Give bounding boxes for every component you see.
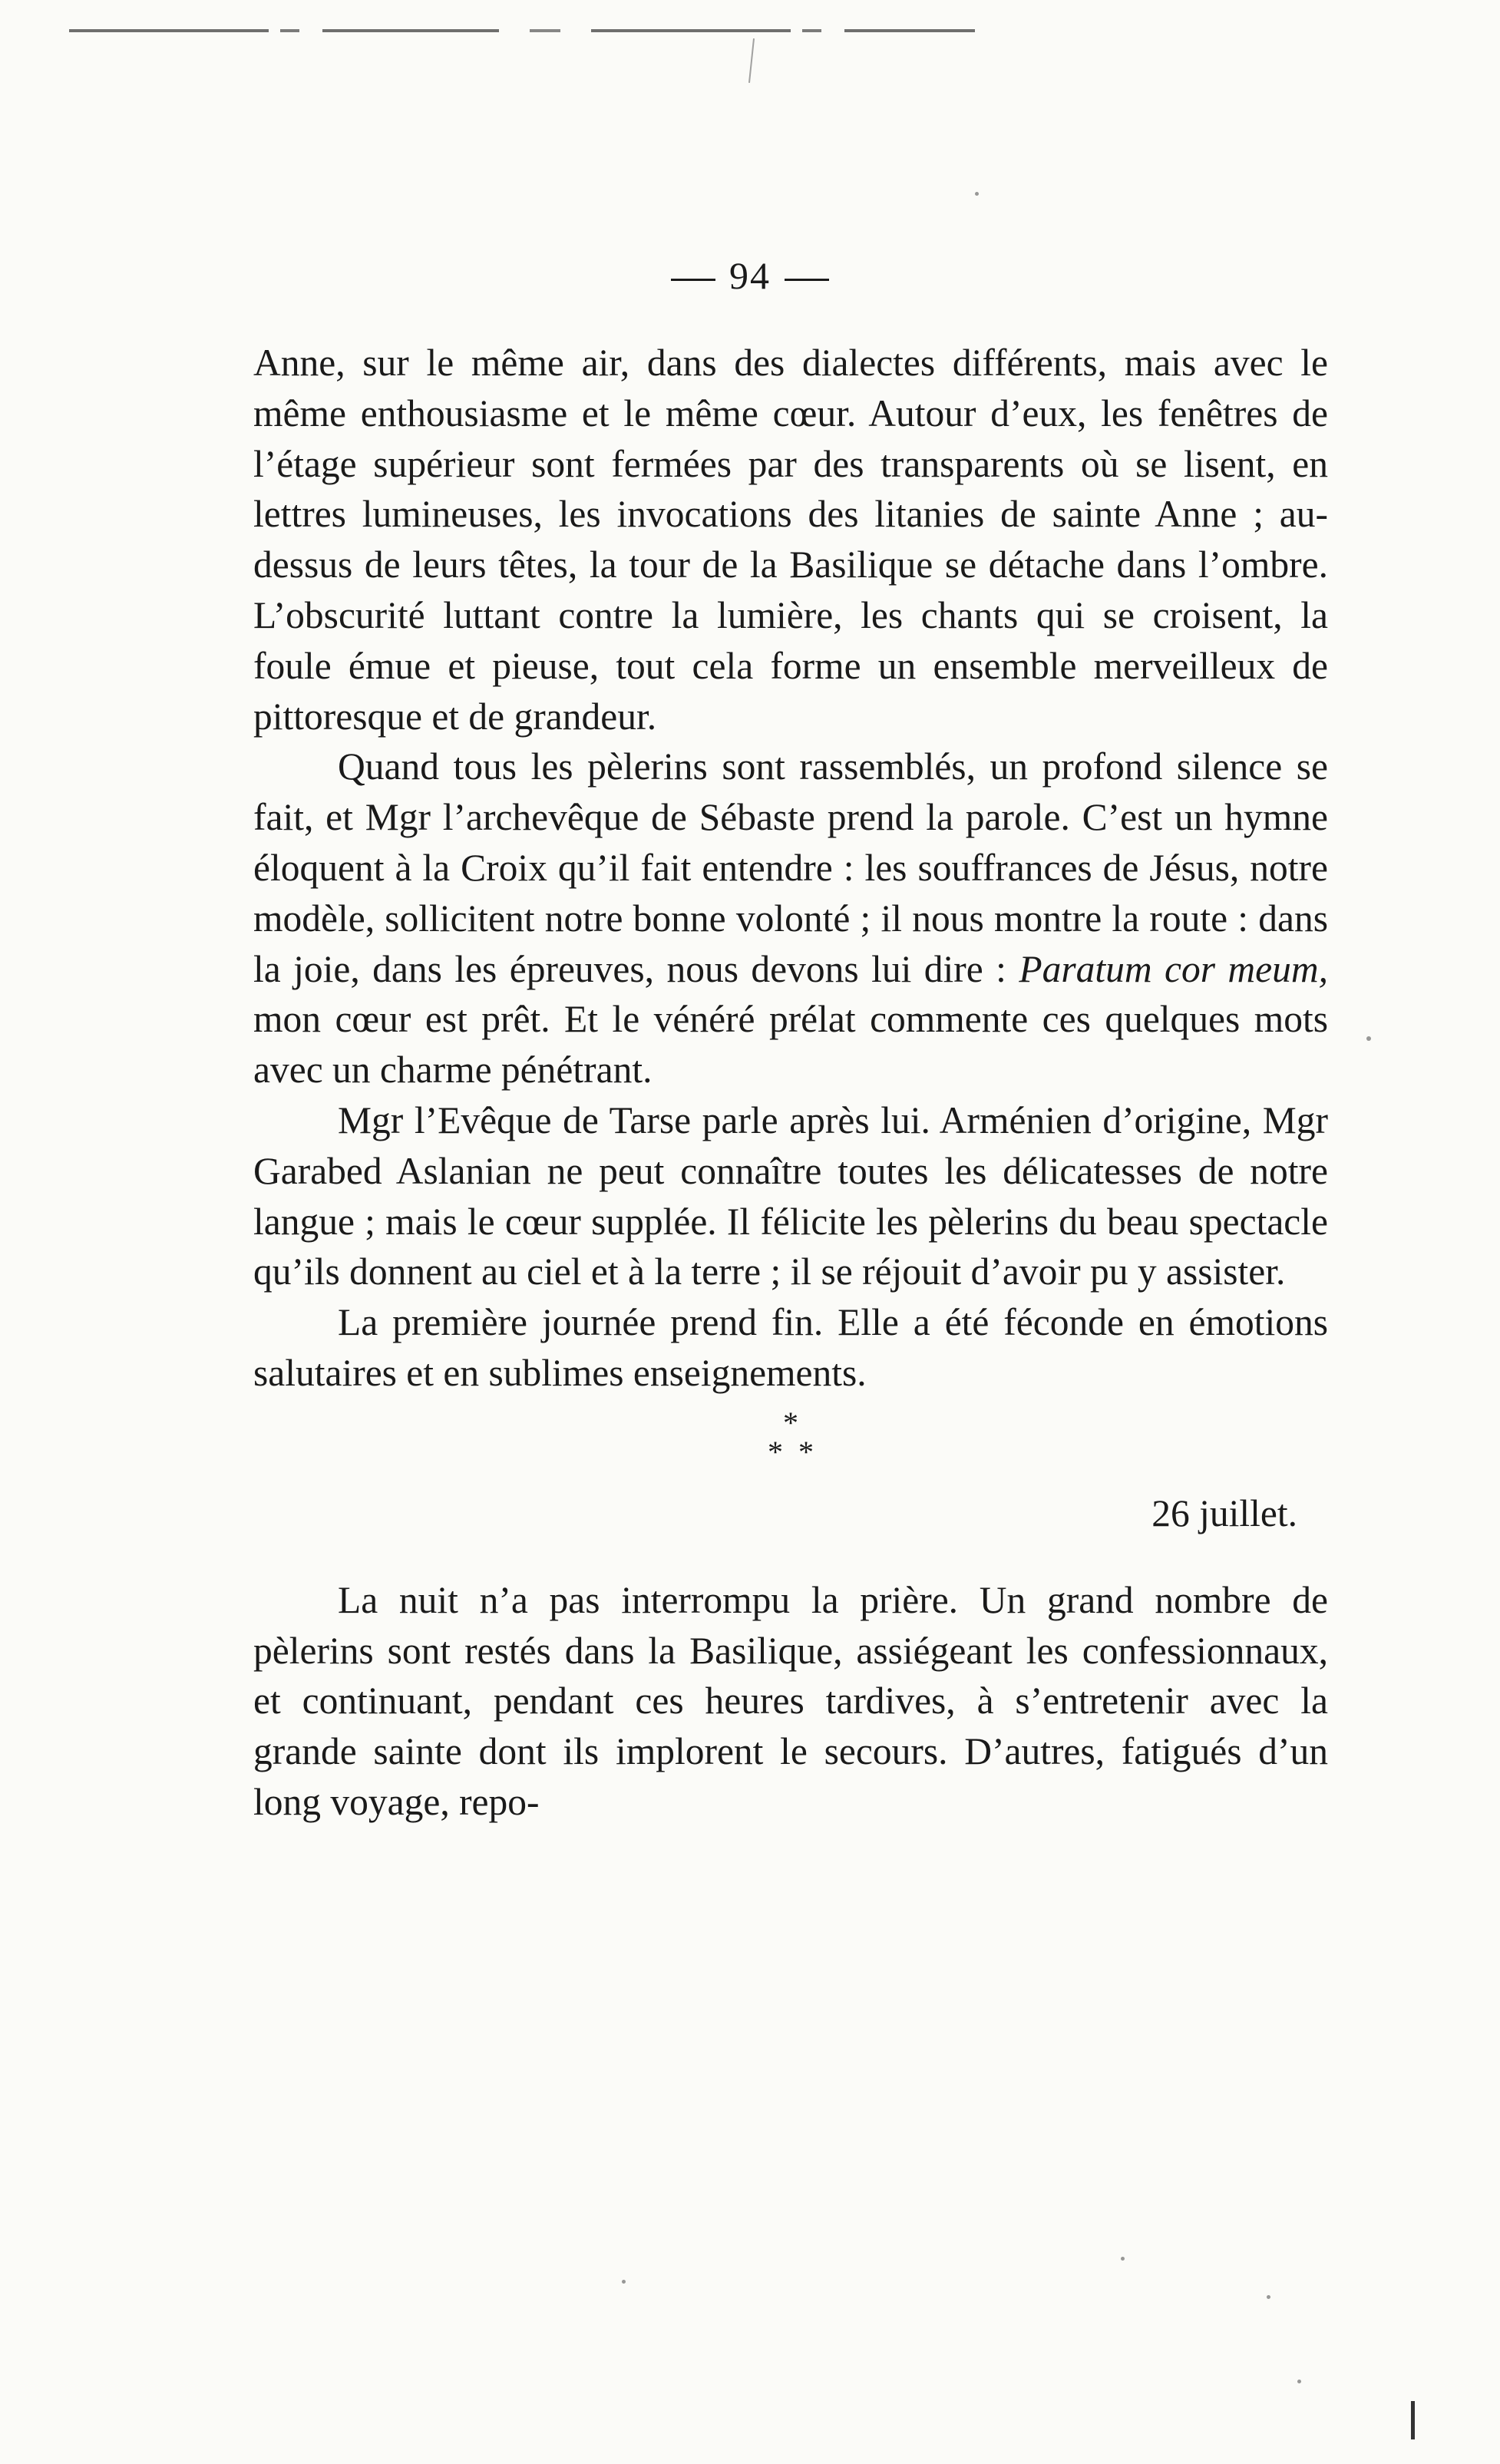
page-body (253, 338, 1328, 1828)
paragraph-2-text: Quand tous les pèlerins sont rassemblés, un profond silence se fait, et Mgr l’archevêque de Sébaste prend la parole. C’est un hymne éloquent à la Croix qu’il fait entendre : les souffrances de Jésus, notre modèle, sollicitent notre bonne volonté ; il nous montre la route : dans la joie, dans les épreuves, nous devons lui dire : (253, 745, 1328, 990)
top-scan-rule (69, 29, 975, 32)
scan-speck (1121, 2257, 1125, 2261)
paragraph-2 (253, 742, 1328, 1095)
asterism-star-right: * (798, 1434, 814, 1469)
page-number-value: 94 (729, 254, 771, 297)
scan-speck (1267, 2295, 1270, 2299)
scan-speck (622, 2280, 626, 2284)
page-number-dash-right (785, 279, 829, 281)
paragraph-1: Anne, sur le même air, dans des dialectes différents, mais avec le même enthousiasme et le même cœur. Autour d’eux, les fenêtres de l’étage supérieur sont fermées par des transparents où se lisent, en lettres lumineuses, les invocations des litanies de sainte Anne ; au-dessus de leurs têtes, la tour de la Basilique se détache dans l’ombre. L’obscurité luttant contre la lumière, les chants qui se croisent, la foule émue et pieuse, tout cela forme un ensemble merveilleux de pittoresque et de grandeur. (253, 342, 1328, 738)
margin-mark (1411, 2401, 1415, 2439)
scan-speck (1297, 2380, 1301, 2383)
asterism-star-top: * (783, 1405, 798, 1440)
paragraph-2-tail: mon cœur est prêt. Et le vénéré prélat commente ces quelques mots avec un charme pénétrant. (253, 998, 1328, 1092)
date-heading: 26 juillet. (1151, 1491, 1297, 1534)
top-scan-mark (748, 38, 755, 83)
scan-speck (1366, 1036, 1371, 1041)
asterism-star-left: * (768, 1434, 783, 1469)
page-number (0, 253, 1500, 298)
scan-speck (975, 192, 979, 196)
page-number-dash-left (671, 279, 715, 281)
section-asterism (253, 1399, 1328, 1483)
paragraph-2-latin-quote: Paratum cor meum, (1019, 947, 1329, 990)
paragraph-3: Mgr l’Evêque de Tarse parle après lui. Arménien d’origine, Mgr Garabed Aslanian ne peut connaître toutes les délicatesses de notre langue ; mais le cœur supplée. Il félicite les pèlerins du beau spectacle qu’ils donnent au ciel et à la terre ; il se réjouit d’avoir pu y assister. (253, 1098, 1328, 1293)
paragraph-5: La nuit n’a pas interrompu la prière. Un grand nombre de pèlerins sont restés dans la Basilique, assiégeant les confessionnaux, et continuant, pendant ces heures tardives, à s’entretenir avec la grande sainte dont ils implorent le secours. D’autres, fatigués d’un long voyage, repo- (253, 1578, 1328, 1823)
paragraph-4: La première journée prend fin. Elle a été féconde en émotions salutaires et en sublimes enseignements. (253, 1301, 1328, 1394)
